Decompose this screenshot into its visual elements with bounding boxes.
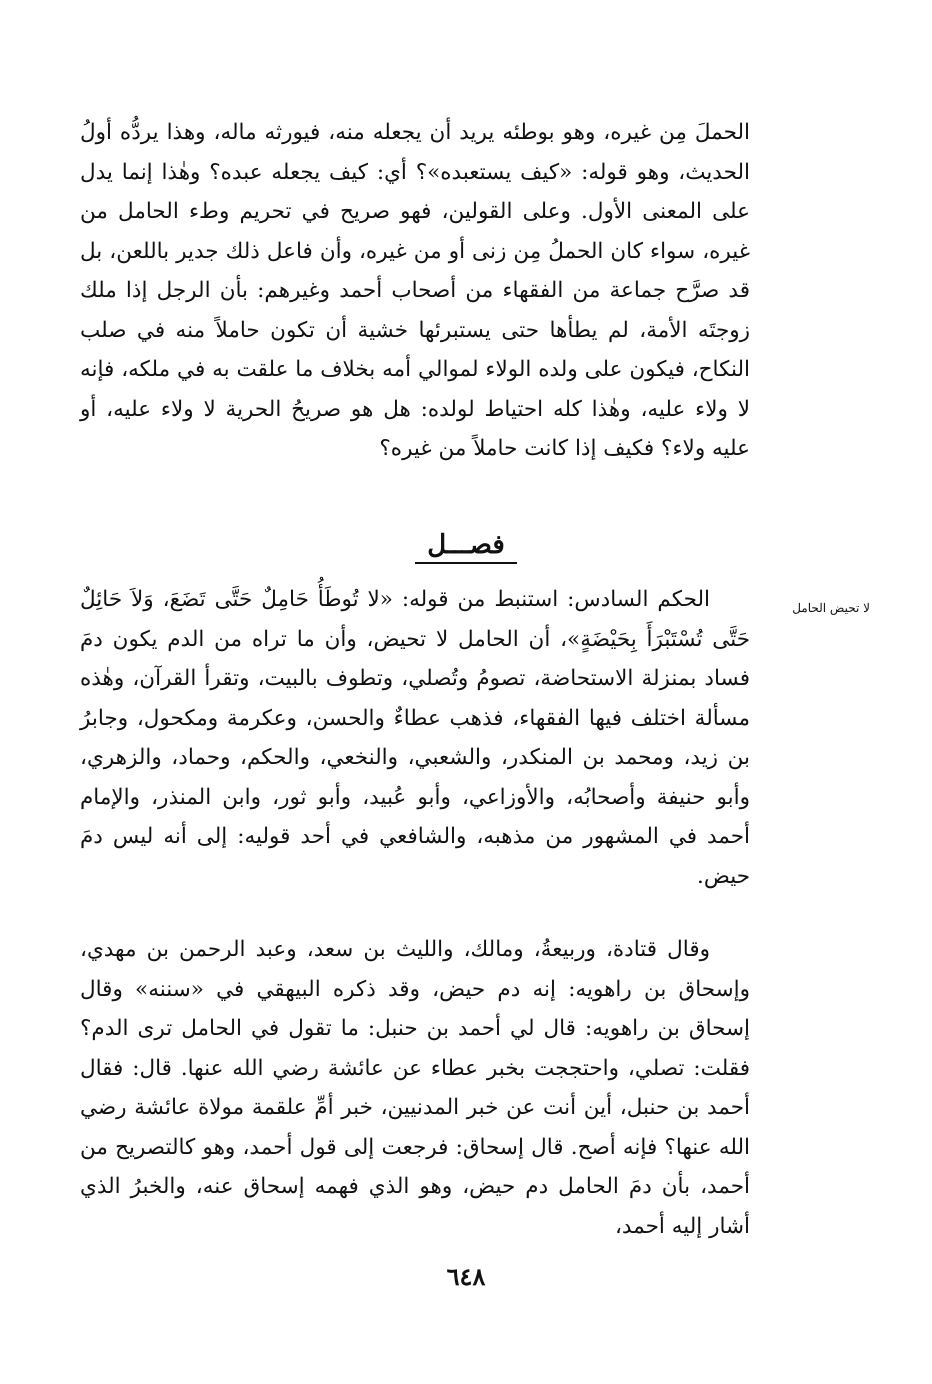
paragraph: وقال قتادة، وربيعةُ، ومالك، والليث بن سعد، وعبد الرحمن بن مهدي، وإسحاق بن راهويه: إنه دم حيض، وقد ذكره البيهقي في «سننه» وقال إسحاق بن راهويه: قال لي أحمد بن حنبل: ما تقول في الحامل ترى الدم؟ فقلت: تصلي، واحتججت بخبر عطاء عن عائشة رضي الله عنها. قال: فقال أحمد بن حنبل، أين أنت عن خبر المدنيين، خبر أمِّ علقمة مولاة عائشة رضي الله عنها؟ فإنه أصح. قال إسحاق: فرجعت إلى قول أحمد، وهو كالتصريح من أحمد، بأن دمَ الحامل دم حيض، وهو الذي فهمه إسحاق عنه، والخبرُ الذي أشار إليه أحمد، <box>80 937 750 1239</box>
paragraph: الحكم السادس: استنبط من قوله: «لا تُوطَأُ حَامِلٌ حَتَّى تَضَعَ، وَلاَ حَائِلٌ حَتَّى تُسْتَبْرَأَ بِحَيْضَةٍ»، أن الحامل لا تحيض، وأن ما تراه من الدم يكون دمَ فساد بمنزلة الاستحاضة، تصومُ وتُصلي، وتطوف بالبيت، وتقرأ القرآن، وهٰذه مسألة اختلف فيها الفقهاء، فذهب عطاءٌ والحسن، وعكرمة ومكحول، وجابرُ بن زيد، ومحمد بن المنكدر، والشعبي، والنخعي، والحكم، وحماد، والزهري، وأبو حنيفة وأصحابُه، والأوزاعي، وأبو عُبيد، وأبو ثور، وابن المنذر، والإمام أحمد في المشهور من مذهبه، والشافعي في أحد قوليه: إلى أنه ليس دمَ حيض. <box>80 587 750 889</box>
page-number: ٦٤٨ <box>446 1262 486 1291</box>
section-heading-label: فصـــل <box>415 530 517 564</box>
margin-note: لا تحيض الحامل <box>792 601 870 615</box>
body-text-top <box>80 113 750 469</box>
body-text-bottom <box>80 930 750 1246</box>
section-heading <box>0 530 932 564</box>
body-text-middle <box>80 580 750 896</box>
paragraph: الحملَ مِن غيره، وهو بوطئه يريد أن يجعله منه، فيورثه ماله، وهذا يردُّه أولُ الحديث، وهو قوله: «كيف يستعبده»؟ أي: كيف يجعله عبده؟ وهٰذا إنما يدل على المعنى الأول. وعلى القولين، فهو صريح في تحريم وطء الحامل من غيره، سواء كان الحملُ مِن زنى أو من غيره، وأن فاعل ذلك جدير باللعن، بل قد صرَّح جماعة من الفقهاء من أصحاب أحمد وغيرهم: بأن الرجل إذا ملك زوجتَه الأمة، لم يطأها حتى يستبرئها خشية أن تكون حاملاً منه في صلب النكاح، فيكون على ولده الولاء لموالي أمه بخلاف ما علقت به في ملكه، فإنه لا ولاء عليه، وهٰذا كله احتياط لولده: هل هو صريحُ الحرية لا ولاء عليه، أو عليه ولاء؟ فكيف إذا كانت حاملاً من غيره؟ <box>80 120 750 461</box>
